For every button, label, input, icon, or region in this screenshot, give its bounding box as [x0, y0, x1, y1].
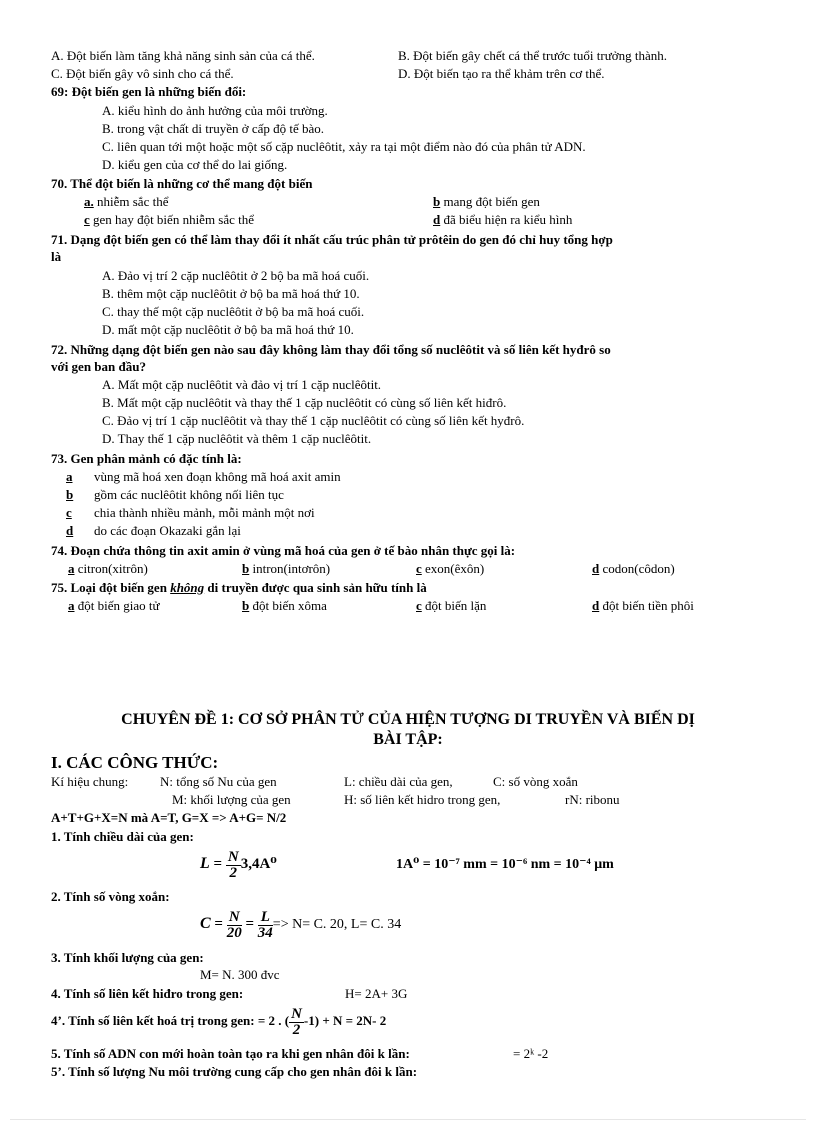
formula-2-fraction-n [227, 910, 242, 941]
q73-key-b: b [66, 487, 74, 502]
q74-text-a: citron(xitrôn) [74, 561, 148, 576]
formula-4b-numerator: N [291, 1005, 302, 1022]
q75-key-b: b [242, 598, 250, 613]
formula-4b-denominator: 2 [292, 1021, 301, 1038]
q74-key-b: b [242, 561, 250, 576]
formula-4b [51, 1003, 386, 1041]
formula-5-title: 5. Tính số ADN con mới hoàn toàn tạo ra khi gen nhân đôi k lần: [51, 1046, 410, 1061]
q68-option-c: C. Đột biến gây vô sinh cho cá thể. [51, 66, 234, 81]
chapter-subtitle: BÀI TẬP: [373, 731, 443, 748]
q72-title-line2: với gen ban đầu? [51, 359, 146, 374]
q73-key-a: a [66, 469, 73, 484]
q70-text-c: gen hay đột biến nhiễm sắc thể [89, 212, 255, 227]
formula-2-title: 2. Tính số vòng xoắn: [51, 889, 170, 904]
symbol-m: M: khối lượng của gen [172, 792, 291, 807]
formula-3-body: M= N. 300 đvc [200, 967, 280, 982]
section-heading: I. CÁC CÔNG THỨC: [51, 753, 219, 772]
formula-1-title: 1. Tính chiều dài của gen: [51, 829, 194, 844]
formula-2-numerator-1: N [227, 910, 242, 926]
q74-option-b [242, 561, 330, 577]
q74-key-c: c [416, 561, 422, 576]
formula-1-lhs: L [200, 855, 210, 872]
q68-option-b: B. Đột biến gây chết cá thể trước tuổi trưởng thành. [398, 48, 667, 63]
q70-key-a: a. [84, 194, 94, 209]
formula-4b-title: 4’. Tính số liên kết hoá trị trong gen: = 2 . ( [51, 1013, 290, 1028]
q71-option-a: A. Đảo vị trí 2 cặp nuclêôtit ở 2 bộ ba mã hoá cuối. [102, 268, 370, 283]
q70-title: 70. Thể đột biến là những cơ thể mang đột biến [51, 176, 313, 191]
q70-option-a [84, 194, 168, 210]
q75-key-d: d [592, 598, 600, 613]
q74-text-d: codon(côdon) [599, 561, 675, 576]
formula-4-body: H= 2A+ 3G [345, 986, 408, 1001]
q70-option-c [84, 212, 254, 228]
formula-5-body: = 2ᵏ -2 [513, 1046, 549, 1061]
q74-title: 74. Đoạn chứa thông tin axit amin ở vùng mã hoá của gen ở tế bào nhân thực gọi là: [51, 543, 516, 558]
q71-title-line2: là [51, 249, 62, 264]
formula-1-fraction [226, 850, 241, 881]
q75-option-d [592, 598, 694, 614]
q75-title-pre: 75. Loại đột biến gen [51, 580, 171, 595]
q72-option-a: A. Mất một cặp nuclêôtit và đảo vị trí 1 cặp nuclêôtit. [102, 377, 382, 392]
q74-key-d: d [592, 561, 600, 576]
formula-4b-tail: -1) + N = 2N- 2 [303, 1013, 387, 1028]
q70-key-b: b [433, 194, 441, 209]
q70-text-a: nhiễm sắc thể [93, 194, 169, 209]
symbol-c: C: số vòng xoắn [493, 774, 578, 789]
formula-1-denominator: 2 [229, 864, 238, 881]
q68-option-a: A. Đột biến làm tăng khả năng sinh sản của cá thể. [51, 48, 315, 63]
formula-1-numerator: N [227, 848, 239, 865]
q73-option-b: gồm các nuclêôtit không nối liên tục [94, 487, 284, 502]
q73-title: 73. Gen phân mảnh có đặc tính là: [51, 451, 242, 466]
q69-option-a: A. kiểu hình do ảnh hưởng của môi trường. [102, 103, 328, 118]
q73-option-c: chia thành nhiều mảnh, mỗi mảnh một nơi [94, 505, 315, 520]
q73-key-c: c [66, 505, 72, 520]
q71-option-c: C. thay thế một cặp nuclêôtit ở bộ ba mã hoá cuối. [102, 304, 365, 319]
q69-option-d: D. kiểu gen của cơ thể do lai giống. [102, 157, 288, 172]
q73-option-a: vùng mã hoá xen đoạn không mã hoá axit amin [94, 469, 341, 484]
q75-option-b [242, 598, 327, 614]
formula-2-coils: C = $\frac{N}{20}$ = $\frac{L}{34}$ => N= C. 20, L= C. 34 [200, 908, 402, 941]
symbols-label: Kí hiệu chung: [51, 774, 129, 789]
q74-option-c [416, 561, 484, 577]
q71-option-d: D. mất một cặp nuclêôtit ở bộ ba mã hoá thứ 10. [102, 322, 354, 337]
q75-key-a: a [68, 598, 75, 613]
q75-key-c: c [416, 598, 422, 613]
q75-text-c: đột biến lặn [421, 598, 487, 613]
symbol-h: H: số liên kết hidro trong gen, [344, 792, 501, 807]
formula-4b-fraction [289, 1007, 304, 1038]
chapter-title: CHUYÊN ĐỀ 1: CƠ SỞ PHÂN TỬ CỦA HIỆN TƯỢNG DI TRUYỀN VÀ BIẾN DỊ [121, 711, 695, 728]
q75-title-post: di truyền được qua sinh sản hữu tính là [204, 580, 427, 595]
q72-option-b: B. Mất một cặp nuclêôtit và thay thế 1 cặp nuclêôtit có cùng số liên kết hiđrô. [102, 395, 507, 410]
formula-2-denominator-1: 20 [226, 924, 242, 941]
q68-option-d: D. Đột biến tạo ra thể khảm trên cơ thể. [398, 66, 605, 81]
q73-option-d: do các đoạn Okazaki gắn lại [94, 523, 241, 538]
formula-1-length: L = $\frac{N}{2}$ 3,4A⁰ [200, 848, 277, 881]
q75-title [51, 580, 427, 596]
q71-title-line1: 71. Dạng đột biến gen có thể làm thay đổi ít nhất cấu trúc phân tử prôtêin do gen đó chỉ huy tổng hợp [51, 232, 613, 247]
symbol-l: L: chiều dài của gen, [344, 774, 453, 789]
q70-text-b: mang đột biến gen [440, 194, 540, 209]
q74-option-d [592, 561, 675, 577]
symbol-n: N: tổng số Nu của gen [160, 774, 277, 789]
formula-5b-title: 5’. Tính số lượng Nu môi trường cung cấp cho gen nhân đôi k lần: [51, 1064, 418, 1079]
q73-key-d: d [66, 523, 74, 538]
q69-title: 69: Đột biến gen là những biến đổi: [51, 84, 247, 99]
formula-2-denominator-2: 34 [257, 924, 273, 941]
q72-title-line1: 72. Những dạng đột biến gen nào sau đây không làm thay đổi tổng số nuclêôtit và số liên kết hyđrô so [51, 342, 611, 357]
q74-option-a [68, 561, 148, 577]
q72-option-d: D. Thay thế 1 cặp nuclêôtit và thêm 1 cặp nuclêôtit. [102, 431, 372, 446]
q70-text-d: đã biểu hiện ra kiểu hình [440, 212, 573, 227]
q72-option-c: C. Đảo vị trí 1 cặp nuclêôtit và thay thế 1 cặp nuclêôtit có cùng số liên kết hyđrô. [102, 413, 525, 428]
nucleotide-rule: A+T+G+X=N mà A=T, G=X => A+G= N/2 [51, 810, 287, 825]
q69-option-b: B. trong vật chất di truyền ở cấp độ tế bào. [102, 121, 325, 136]
q70-option-d [433, 212, 572, 228]
formula-1-rhs: 3,4A⁰ [240, 856, 277, 872]
q75-option-a [68, 598, 160, 614]
q75-text-b: đột biến xôma [249, 598, 327, 613]
q74-text-c: exon(êxôn) [421, 561, 485, 576]
formula-2-rhs: => N= C. 20, L= C. 34 [272, 917, 402, 932]
formula-2-fraction-l [258, 910, 273, 941]
q70-option-b [433, 194, 540, 210]
symbol-rn: rN: ribonu [565, 792, 620, 807]
formula-2-lhs: C [200, 915, 211, 932]
page-bottom-divider [10, 1119, 806, 1120]
q74-text-b: intron(intơrôn) [249, 561, 331, 576]
formula-4-title: 4. Tính số liên kết hiđro trong gen: [51, 986, 244, 1001]
q75-text-d: đột biến tiền phôi [599, 598, 694, 613]
q75-text-a: đột biến giao tử [74, 598, 160, 613]
formula-3-title: 3. Tính khối lượng của gen: [51, 950, 204, 965]
q69-option-c: C. liên quan tới một hoặc một số cặp nuclêôtit, xảy ra tại một điểm nào đó của phân tử ADN. [102, 139, 586, 154]
formula-2-numerator-2: L [258, 910, 273, 926]
q70-key-c: c [84, 212, 90, 227]
formula-1-units: 1A⁰ = 10⁻⁷ mm = 10⁻⁶ nm = 10⁻⁴ μm [396, 857, 614, 872]
q75-option-c [416, 598, 486, 614]
q75-title-emphasis: không [170, 580, 205, 595]
q70-key-d: d [433, 212, 441, 227]
q71-option-b: B. thêm một cặp nuclêôtit ở bộ ba mã hoá thứ 10. [102, 286, 360, 301]
q74-key-a: a [68, 561, 75, 576]
